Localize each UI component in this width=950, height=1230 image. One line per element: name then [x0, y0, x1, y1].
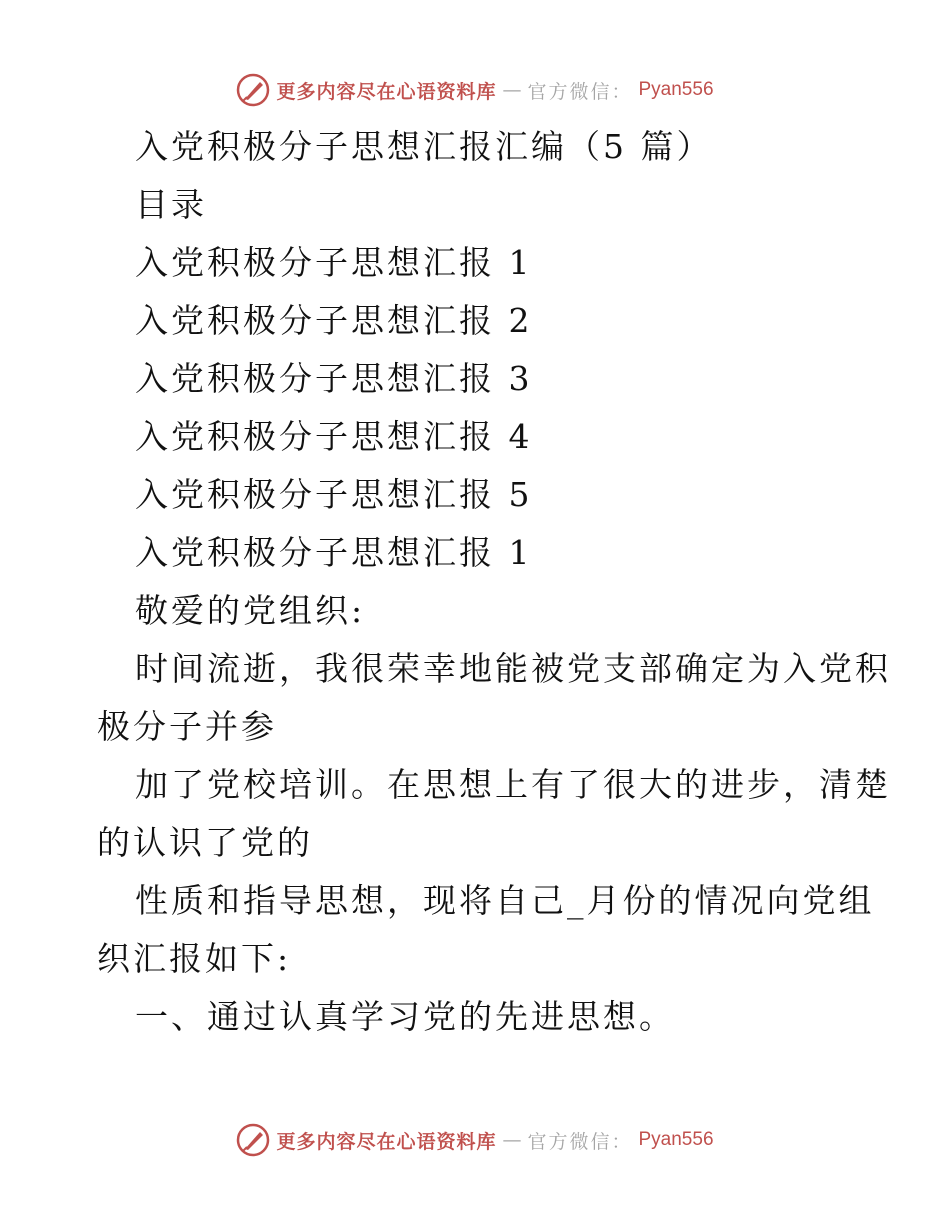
toc-item[interactable]: 入党积极分子思想汇报 1	[135, 243, 533, 282]
feather-pen-logo-icon	[236, 1123, 270, 1157]
toc-item[interactable]: 入党积极分子思想汇报 5	[135, 475, 533, 514]
paragraph-line: 性质和指导思想，现将自己_月份的情况向党组	[135, 881, 875, 920]
toc-item[interactable]: 入党积极分子思想汇报 4	[135, 417, 533, 456]
footer-banner	[0, 1120, 950, 1160]
banner-wechat-id: Pyan556	[638, 79, 714, 100]
toc-item[interactable]: 入党积极分子思想汇报 3	[135, 359, 533, 398]
banner-brand-text: 更多内容尽在心语资料库	[276, 80, 497, 103]
banner-separator: —	[502, 79, 522, 101]
paragraph-line: 时间流逝，我很荣幸地能被党支部确定为入党积	[135, 649, 891, 688]
paragraph-line: 极分子并参	[97, 707, 277, 746]
banner-separator: —	[502, 1129, 522, 1151]
toc-heading: 目录	[135, 185, 207, 224]
paragraph-line: 的认识了党的	[97, 823, 313, 862]
section-title: 入党积极分子思想汇报 1	[135, 533, 533, 572]
salutation: 敬爱的党组织:	[135, 591, 366, 630]
document-title: 入党积极分子思想汇报汇编（5 篇）	[135, 127, 713, 166]
toc-item[interactable]: 入党积极分子思想汇报 2	[135, 301, 533, 340]
document-body	[97, 118, 891, 1046]
paragraph-line: 加了党校培训。在思想上有了很大的进步，清楚	[135, 765, 891, 804]
banner-wechat-label: 官方微信：	[527, 80, 633, 103]
paragraph-line: 织汇报如下:	[97, 939, 292, 978]
banner-wechat-label: 官方微信：	[527, 1130, 633, 1153]
point-heading: 一、通过认真学习党的先进思想。	[135, 997, 675, 1036]
header-banner	[0, 70, 950, 110]
banner-wechat-id: Pyan556	[638, 1129, 714, 1150]
feather-pen-logo-icon	[236, 73, 270, 107]
banner-brand-text: 更多内容尽在心语资料库	[276, 1130, 497, 1153]
